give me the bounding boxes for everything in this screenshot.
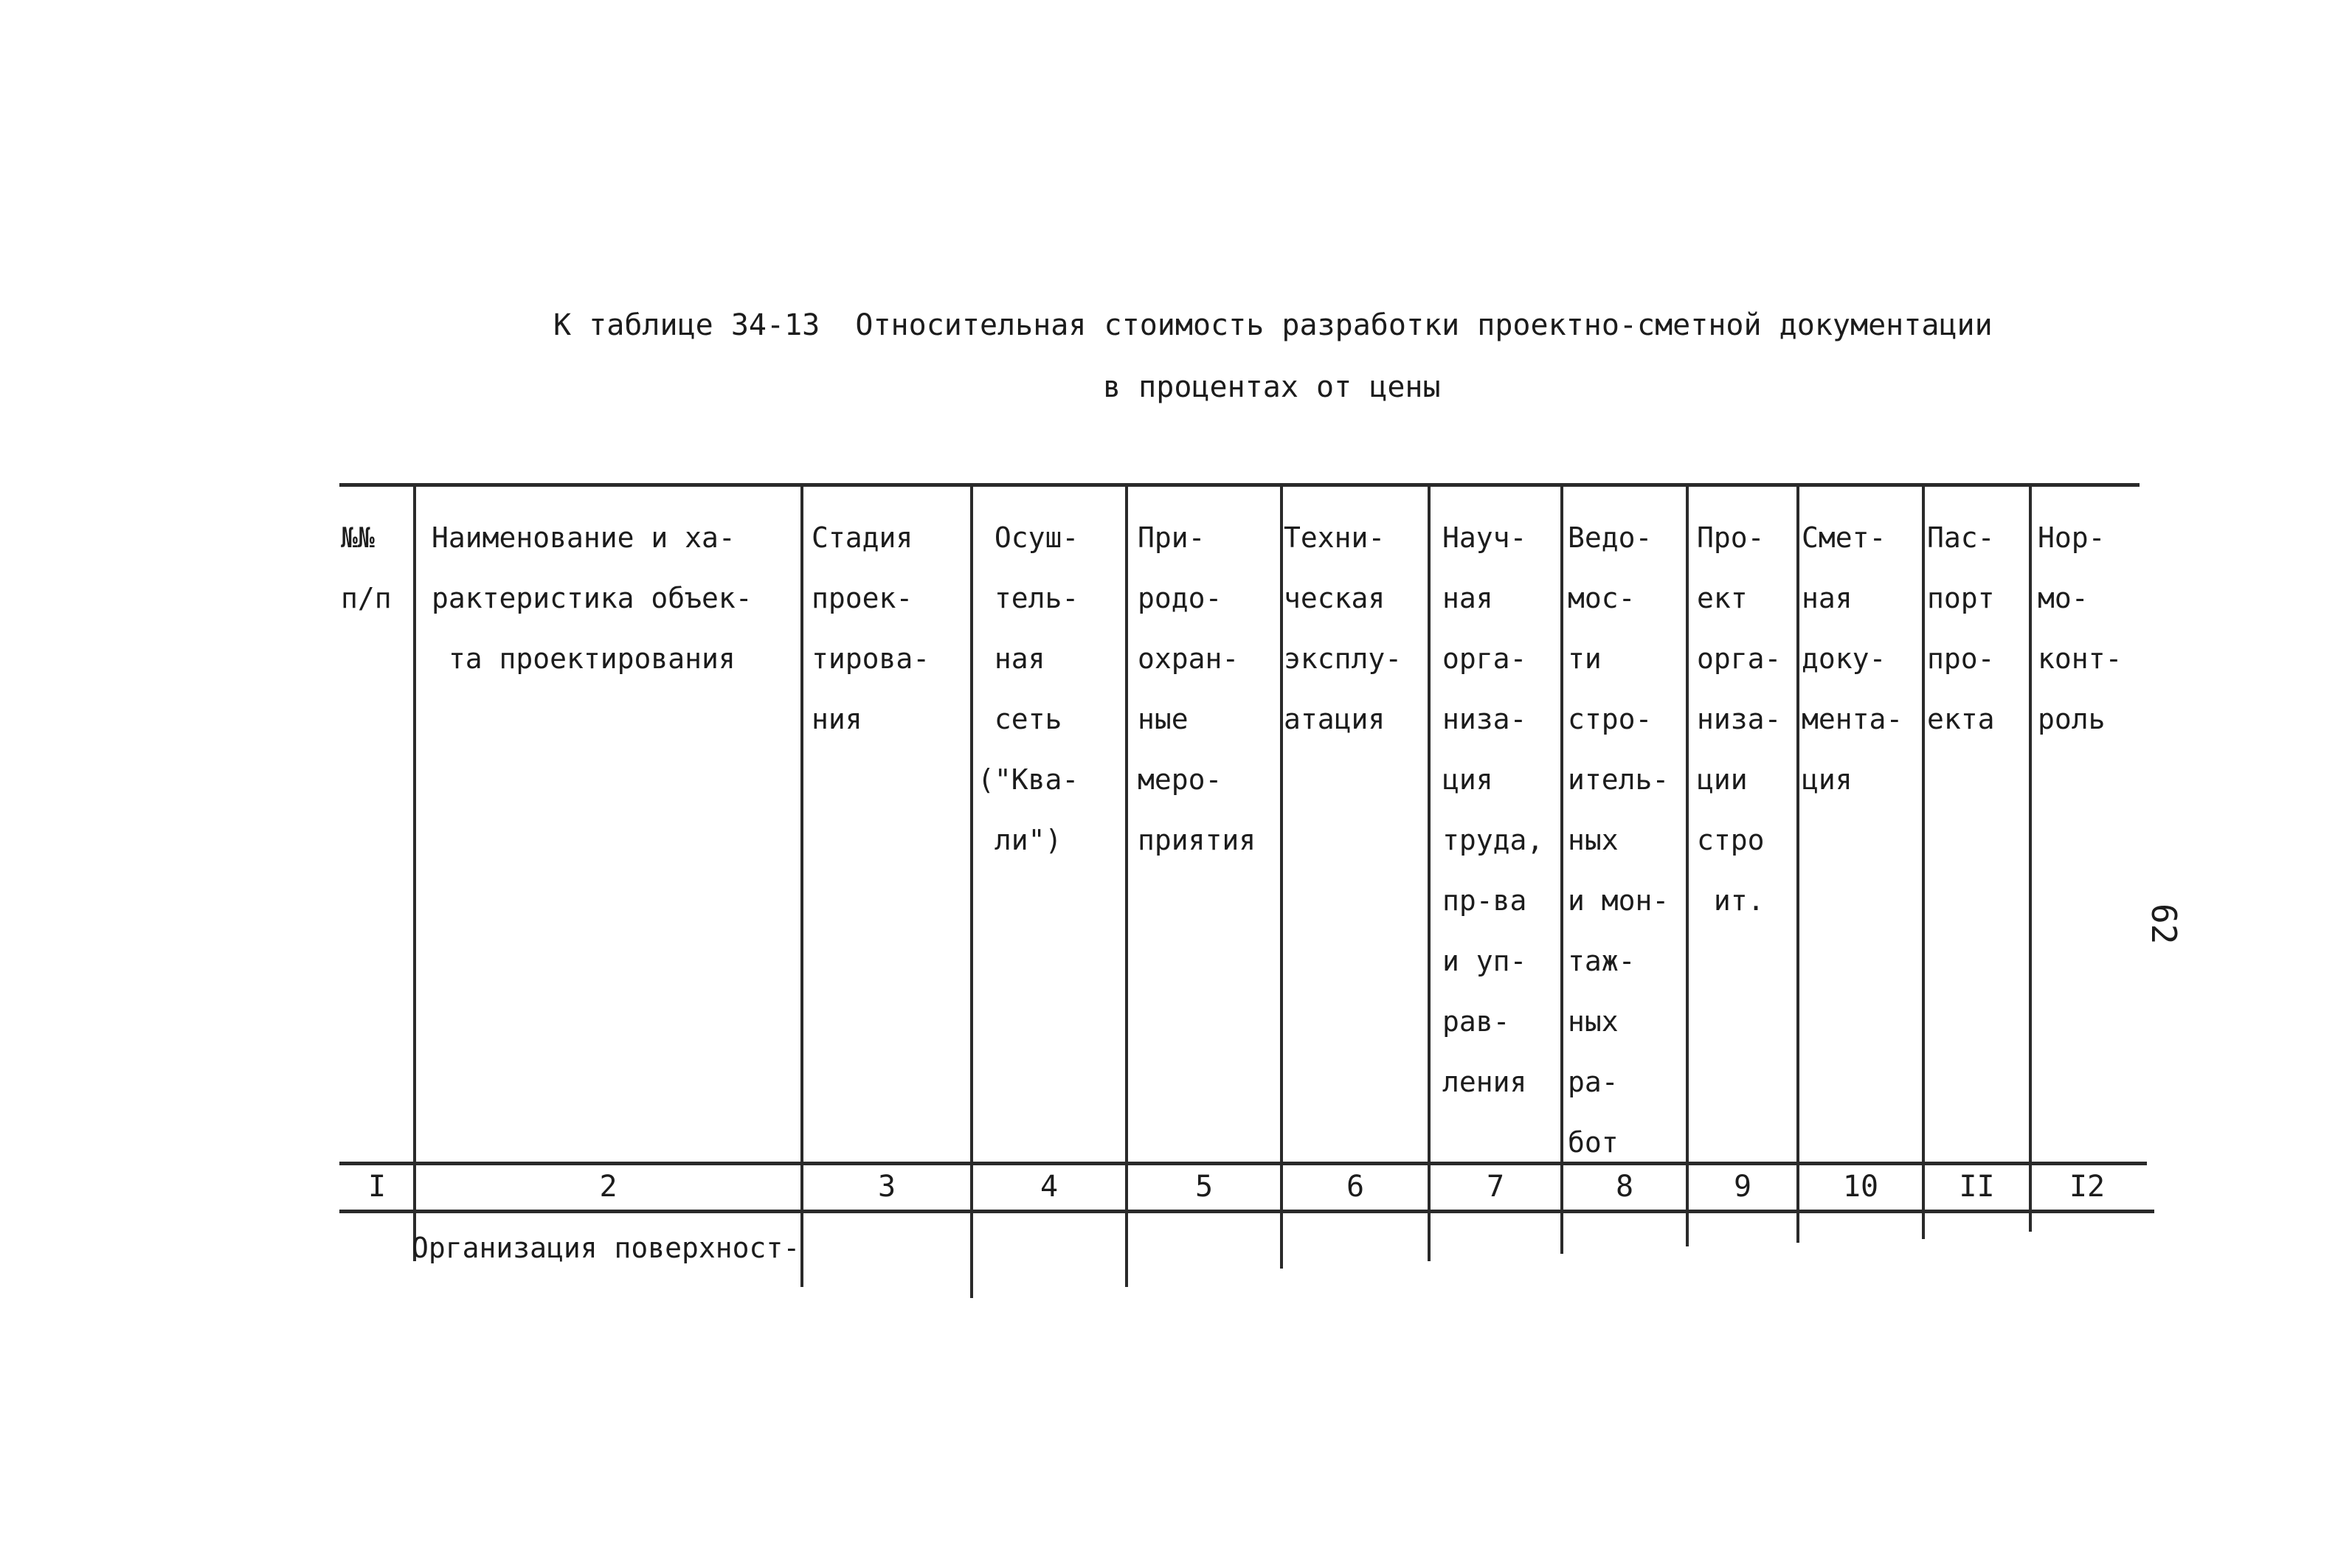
page-number: 62 <box>2144 903 2184 945</box>
column-divider <box>1125 487 1128 1287</box>
column-number: 6 <box>1346 1170 1365 1204</box>
column-number: I <box>367 1170 387 1204</box>
table-top-border <box>339 483 2140 487</box>
column-divider <box>413 487 416 1261</box>
number-row-bottom-border <box>339 1210 2154 1213</box>
column-divider <box>1922 487 1925 1239</box>
header-bottom-border <box>339 1162 2147 1165</box>
header-col-1: №№ п/п <box>341 521 392 614</box>
column-divider <box>1686 487 1689 1246</box>
header-col-10: Смет- ная доку- мента- ция <box>1802 521 1903 796</box>
column-number: 2 <box>599 1170 618 1204</box>
table-title-line2: в процентах от цены <box>1103 370 1441 404</box>
header-col-2: Наименование и ха- рактеристика объек- та проектирования <box>432 521 753 675</box>
table-row-name: Организация поверхност- <box>412 1232 800 1264</box>
header-col-12: Нор- мо- конт- роль <box>2038 521 2123 735</box>
header-col-9: Про- ект орга- низа- ции стро ит. <box>1697 521 1782 917</box>
header-col-11: Пас- порт про- екта <box>1927 521 1995 735</box>
column-number: 9 <box>1733 1170 1752 1204</box>
header-col-4: Осуш- тель- ная сеть ("Ква- ли") <box>978 521 1079 856</box>
column-divider <box>1796 487 1799 1243</box>
column-number: II <box>1959 1170 1995 1204</box>
header-col-7: Науч- ная орга- низа- ция труда, пр-ва и уп- рав- ления <box>1442 521 1544 1098</box>
header-col-5: При- родо- охран- ные меро- приятия <box>1138 521 1256 856</box>
column-number: 4 <box>1040 1170 1059 1204</box>
column-number: 10 <box>1842 1170 1879 1204</box>
column-number: I2 <box>2069 1170 2106 1204</box>
header-col-6: Техни- ческая эксплу- атация <box>1284 521 1402 735</box>
column-number: 8 <box>1615 1170 1634 1204</box>
header-col-8: Ведо- мос- ти стро- итель- ных и мон- таж- ных ра- бот <box>1568 521 1670 1159</box>
column-number: 3 <box>877 1170 896 1204</box>
table-title-line1: К таблице 34-13 Относительная стоимость разработки проектно-сметной документации <box>553 308 1993 342</box>
column-divider <box>800 487 803 1287</box>
header-col-3: Стадия проек- тирова- ния <box>812 521 930 735</box>
column-divider <box>1560 487 1563 1254</box>
column-number: 5 <box>1194 1170 1214 1204</box>
column-divider <box>1280 487 1283 1269</box>
column-divider <box>1428 487 1431 1261</box>
column-number: 7 <box>1486 1170 1505 1204</box>
column-divider <box>2029 487 2032 1232</box>
